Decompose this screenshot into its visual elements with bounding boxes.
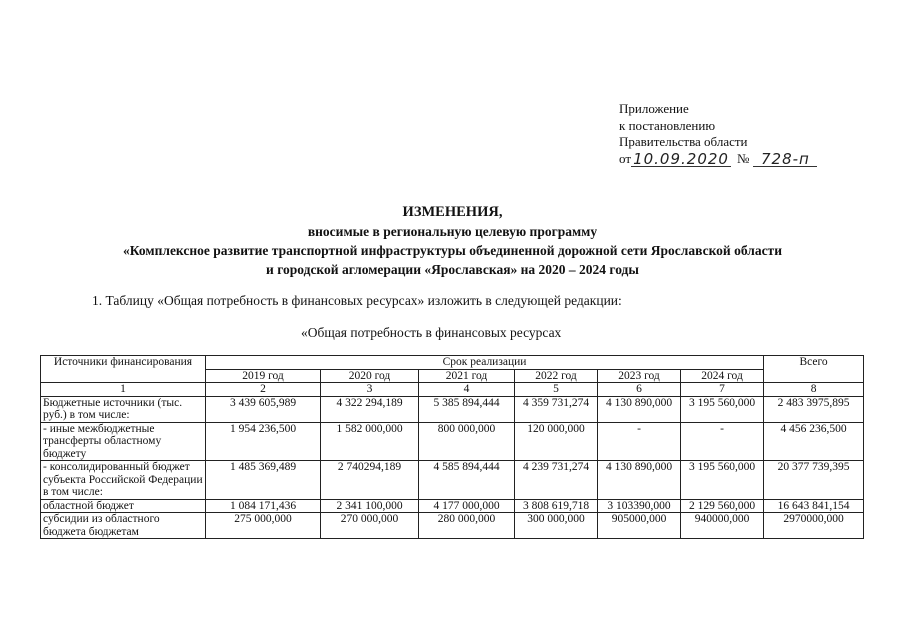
row-source: - консолидированный бюджет субъекта Российской Федерации в том числе: <box>41 461 206 500</box>
cell-value: 300 000,000 <box>515 513 598 539</box>
table-row <box>41 461 864 500</box>
header-year: 2023 год <box>598 369 681 383</box>
cell-total: 2 483 3975,895 <box>764 396 864 422</box>
cell-value: 1 485 369,489 <box>206 461 321 500</box>
table-row <box>41 499 864 513</box>
cell-value: 120 000,000 <box>515 422 598 461</box>
document-title: ИЗМЕНЕНИЯ, <box>402 204 503 220</box>
cell-value: 4 130 890,000 <box>598 396 681 422</box>
cell-value: 3 103390,000 <box>598 499 681 513</box>
column-index: 6 <box>598 383 681 397</box>
header-sources: Источники финансирования <box>41 356 206 383</box>
cell-value: 4 130 890,000 <box>598 461 681 500</box>
column-index: 4 <box>419 383 515 397</box>
cell-value: 275 000,000 <box>206 513 321 539</box>
cell-value: 1 582 000,000 <box>321 422 419 461</box>
appendix-line-2: к постановлению <box>619 117 716 133</box>
header-period: Срок реализации <box>206 356 764 370</box>
cell-value: 4 177 000,000 <box>419 499 515 513</box>
cell-value: - <box>598 422 681 461</box>
table-title: «Общая потребность в финансовых ресурсах <box>301 325 562 340</box>
cell-value: 4 585 894,444 <box>419 461 515 500</box>
document-subtitle-2: «Комплексное развитие транспортной инфраструктуры объединенной дорожной сети Ярославской области <box>123 243 782 258</box>
handwritten-number: 728-п <box>753 152 817 167</box>
cell-value: 2 129 560,000 <box>681 499 764 513</box>
appendix-block <box>619 101 817 167</box>
cell-value: 4 322 294,189 <box>321 396 419 422</box>
cell-value: 1 954 236,500 <box>206 422 321 461</box>
table-row <box>41 396 864 422</box>
column-index: 7 <box>681 383 764 397</box>
column-index: 8 <box>764 383 864 397</box>
document-subtitle-1: вносимые в региональную целевую программу <box>307 224 598 239</box>
financing-table <box>40 355 864 539</box>
cell-value: - <box>681 422 764 461</box>
cell-value: 800 000,000 <box>419 422 515 461</box>
cell-total: 16 643 841,154 <box>764 499 864 513</box>
cell-value: 940000,000 <box>681 513 764 539</box>
document-heading <box>0 203 905 279</box>
cell-value: 4 359 731,274 <box>515 396 598 422</box>
row-source: - иные межбюджетные трансферты областному бюджету <box>41 422 206 461</box>
cell-value: 4 239 731,274 <box>515 461 598 500</box>
cell-value: 3 808 619,718 <box>515 499 598 513</box>
handwritten-date: 10.09.2020 <box>631 152 731 167</box>
header-total: Всего <box>764 356 864 383</box>
cell-total: 2970000,000 <box>764 513 864 539</box>
cell-value: 2 341 100,000 <box>321 499 419 513</box>
cell-value: 2 740294,189 <box>321 461 419 500</box>
number-label: № <box>737 150 750 166</box>
cell-value: 3 439 605,989 <box>206 396 321 422</box>
header-year: 2022 год <box>515 369 598 383</box>
table-row <box>41 513 864 539</box>
header-year: 2024 год <box>681 369 764 383</box>
resolution-date-number <box>619 151 817 168</box>
appendix-line-3: Правительства области <box>619 134 748 149</box>
cell-value: 905000,000 <box>598 513 681 539</box>
cell-value: 280 000,000 <box>419 513 515 539</box>
column-index: 3 <box>321 383 419 397</box>
cell-value: 5 385 894,444 <box>419 396 515 422</box>
row-source: субсидии из областного бюджета бюджетам <box>41 513 206 539</box>
header-year: 2021 год <box>419 369 515 383</box>
cell-value: 270 000,000 <box>321 513 419 539</box>
header-year: 2020 год <box>321 369 419 383</box>
cell-total: 4 456 236,500 <box>764 422 864 461</box>
cell-value: 3 195 560,000 <box>681 461 764 500</box>
cell-total: 20 377 739,395 <box>764 461 864 500</box>
column-index: 5 <box>515 383 598 397</box>
cell-value: 3 195 560,000 <box>681 396 764 422</box>
column-index: 1 <box>41 383 206 397</box>
column-index-row <box>41 383 864 397</box>
from-label: от <box>619 150 632 166</box>
column-index: 2 <box>206 383 321 397</box>
row-source: Бюджетные источники (тыс. руб.) в том числе: <box>41 396 206 422</box>
document-subtitle-3: и городской агломерации «Ярославская» на 2020 – 2024 годы <box>266 262 639 277</box>
table-row <box>41 422 864 461</box>
header-year: 2019 год <box>206 369 321 383</box>
appendix-line-1: Приложение <box>619 101 689 116</box>
cell-value: 1 084 171,436 <box>206 499 321 513</box>
intro-paragraph: 1. Таблицу «Общая потребность в финансовых ресурсах» изложить в следующей редакции: <box>92 293 622 308</box>
row-source: областной бюджет <box>41 499 206 513</box>
